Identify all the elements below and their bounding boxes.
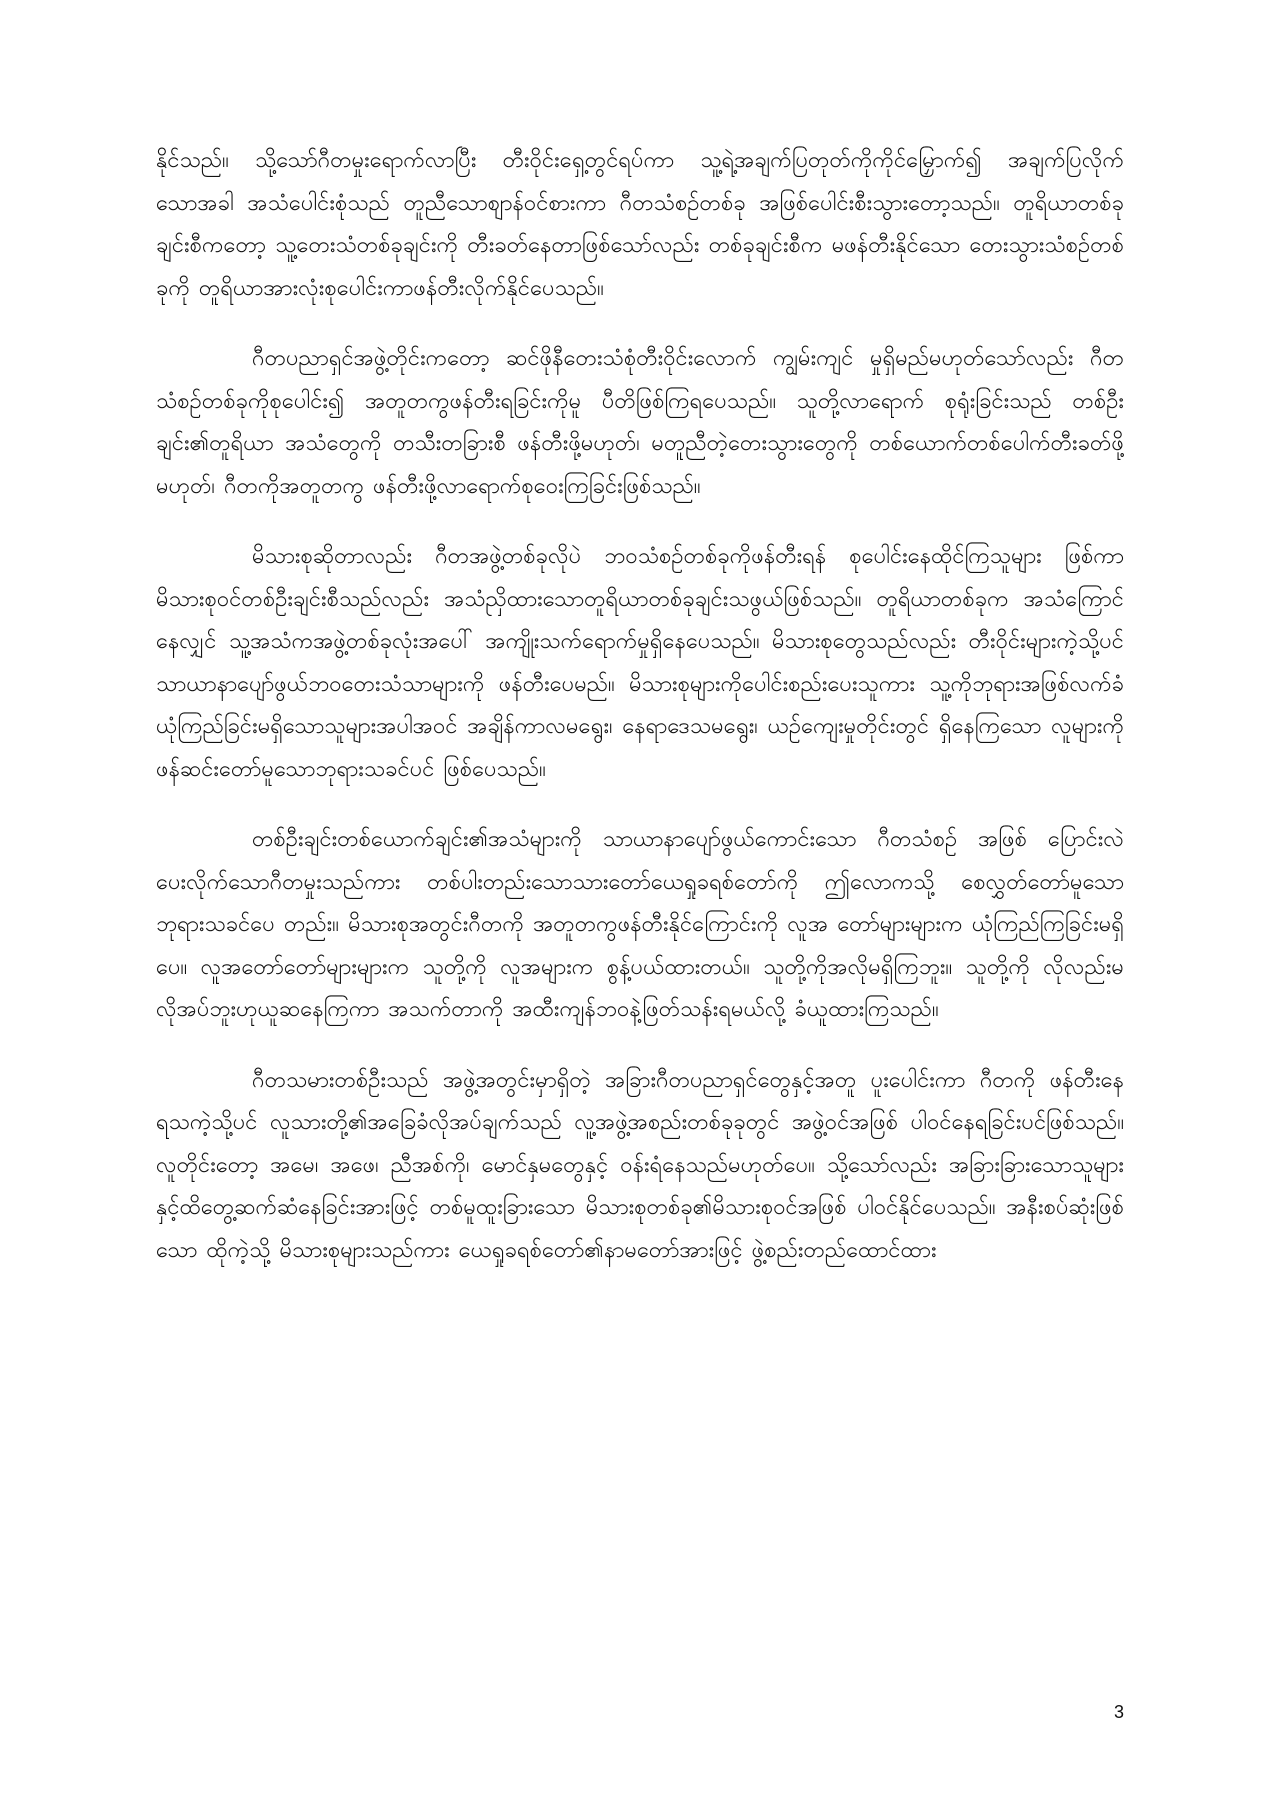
- paragraph-1: နိုင်သည်။ သို့သော်ဂီတမှုးရောက်လာပြီး တီးဝိုင်းရှေ့တွင်ရပ်ကာ သူ့ရဲ့အချက်ပြတုတ်ကိုကိုင်မြှောက်၍ အချက်ပြလိုက်သောအခါ အသံပေါင်းစုံသည် တူညီသောစျာန်ဝင်စားကာ ဂီတသံစဉ်တစ်ခု အဖြစ်ပေါင်းစီးသွားတော့သည်။ တူရိယာတစ်ခုချင်းစီကတော့ သူ့တေးသံတစ်ခုချင်းကို တီးခတ်နေတာဖြစ်သော်လည်း တစ်ခုချင်းစီက မဖန်တီးနိုင်သော တေးသွားသံစဉ်တစ်ခုကို တူရိယာအားလုံးစုပေါင်းကာဖန်တီးလိုက်နိုင်ပေသည်။: [156, 148, 1124, 301]
- paragraph-2: ဂီတပညာရှင်အဖွဲ့တိုင်းကတော့ ဆင်ဖိုနီတေးသံစုံတီးဝိုင်းလောက် ကျွမ်းကျင် မှုရှိမည်မဟုတ်သော်လည်း ဂီတသံစဉ်တစ်ခုကိုစုပေါင်း၍ အတူတကွဖန်တီးရခြင်းကိုမူ ပီတိဖြစ်ကြရပေသည်။ သူတို့လာရောက် စုရုံးခြင်းသည် တစ်ဦးချင်း၏တူရိယာ အသံတွေကို တသီးတခြားစီ ဖန်တီးဖို့မဟုတ်၊ မတူညီတဲ့တေးသွားတွေကို တစ်ယောက်တစ်ပေါက်တီးခတ်ဖို့မဟုတ်၊ ဂီတကိုအတူတကွ ဖန်တီးဖို့လာရောက်စုဝေးကြခြင်းဖြစ်သည်။: [156, 346, 1124, 499]
- paragraph-3: မိသားစုဆိုတာလည်း ဂီတအဖွဲ့တစ်ခုလိုပဲ ဘဝသံစဉ်တစ်ခုကိုဖန်တီးရန် စုပေါင်းနေထိုင်ကြသူများ ဖြစ်ကာ မိသားစုဝင်တစ်ဦးချင်းစီသည်လည်း အသံညှိထားသောတူရိယာတစ်ခုချင်းသဖွယ်ဖြစ်သည်။ တူရိယာတစ်ခုက အသံကြောင်နေလျှင် သူ့အသံကအဖွဲ့တစ်ခုလုံးအပေါ် အကျိုးသက်ရောက်မှုရှိနေပေသည်။ မိသားစုတွေသည်လည်း တီးဝိုင်းများကဲ့သို့ပင် သာယာနာပျော်ဖွယ်ဘဝတေးသံသာများကို ဖန်တီးပေမည်။ မိသားစုများကိုပေါင်းစည်းပေးသူကား သူ့ကိုဘုရားအဖြစ်လက်ခံယုံကြည်ခြင်းမရှိသောသူများအပါအဝင် အချိန်ကာလမရွေး၊ နေရာဒေသမရွေး၊ ယဉ်ကျေးမှုတိုင်းတွင် ရှိနေကြသော လူများကိုဖန်ဆင်းတော်မူသောဘုရားသခင်ပင် ဖြစ်ပေသည်။: [156, 544, 1124, 782]
- paragraph-4: တစ်ဦးချင်းတစ်ယောက်ချင်း၏အသံများကို သာယာနာပျော်ဖွယ်ကောင်းသော ဂီတသံစဉ် အဖြစ် ပြောင်းလဲပေးလိုက်သောဂီတမှုးသည်ကား တစ်ပါးတည်းသောသားတော်ယေရှုခရစ်တော်ကို ဤလောကသို့ စေလွှတ်တော်မူသော ဘုရားသခင်ပေ တည်း။ မိသားစုအတွင်းဂီတကို အတူတကွဖန်တီးနိုင်ကြောင်းကို လူအ တော်များများက ယုံကြည်ကြခြင်းမရှိပေ။ လူအတော်တော်များများက သူတို့ကို လူအများက စွန့်ပယ်ထားတယ်။ သူတို့ကိုအလိုမရှိကြဘူး။ သူတို့ကို လိုလည်းမလိုအပ်ဘူးဟုယူဆနေကြကာ အသက်တာကို အထီးကျန်ဘဝနဲ့ဖြတ်သန်းရမယ်လို့ ခံယူထားကြသည်။: [156, 827, 1124, 1022]
- body-text: [156, 140, 1124, 1300]
- paragraph-5: ဂီတသမားတစ်ဦးသည် အဖွဲ့အတွင်းမှာရှိတဲ့ အခြားဂီတပညာရှင်တွေနှင့်အတူ ပူးပေါင်းကာ ဂီတကို ဖန်တီးနေရသကဲ့သို့ပင် လူသားတို့၏အခြေခံလိုအပ်ချက်သည် လူ့အဖွဲ့အစည်းတစ်ခုခုတွင် အဖွဲ့ဝင်အဖြစ် ပါဝင်နေရခြင်းပင်ဖြစ်သည်။ လူတိုင်းတော့ အမေ၊ အဖေ၊ ညီအစ်ကို၊ မောင်နှမတွေနှင့် ဝန်းရံနေသည်မဟုတ်ပေ။ သို့သော်လည်း အခြားခြားသောသူများနှင့်ထိတွေ့ဆက်ဆံနေခြင်းအားဖြင့် တစ်မူထူးခြားသော မိသားစုတစ်ခု၏မိသားစုဝင်အဖြစ် ပါဝင်နိုင်ပေသည်။ အနီးစပ်ဆုံးဖြစ်သော ထိုကဲ့သို့ မိသားစုများသည်ကား ယေရှုခရစ်တော်၏နာမတော်အားဖြင့် ဖွဲ့စည်းတည်ထောင်ထား: [156, 1067, 1124, 1263]
- page-number: 3: [1113, 1702, 1124, 1722]
